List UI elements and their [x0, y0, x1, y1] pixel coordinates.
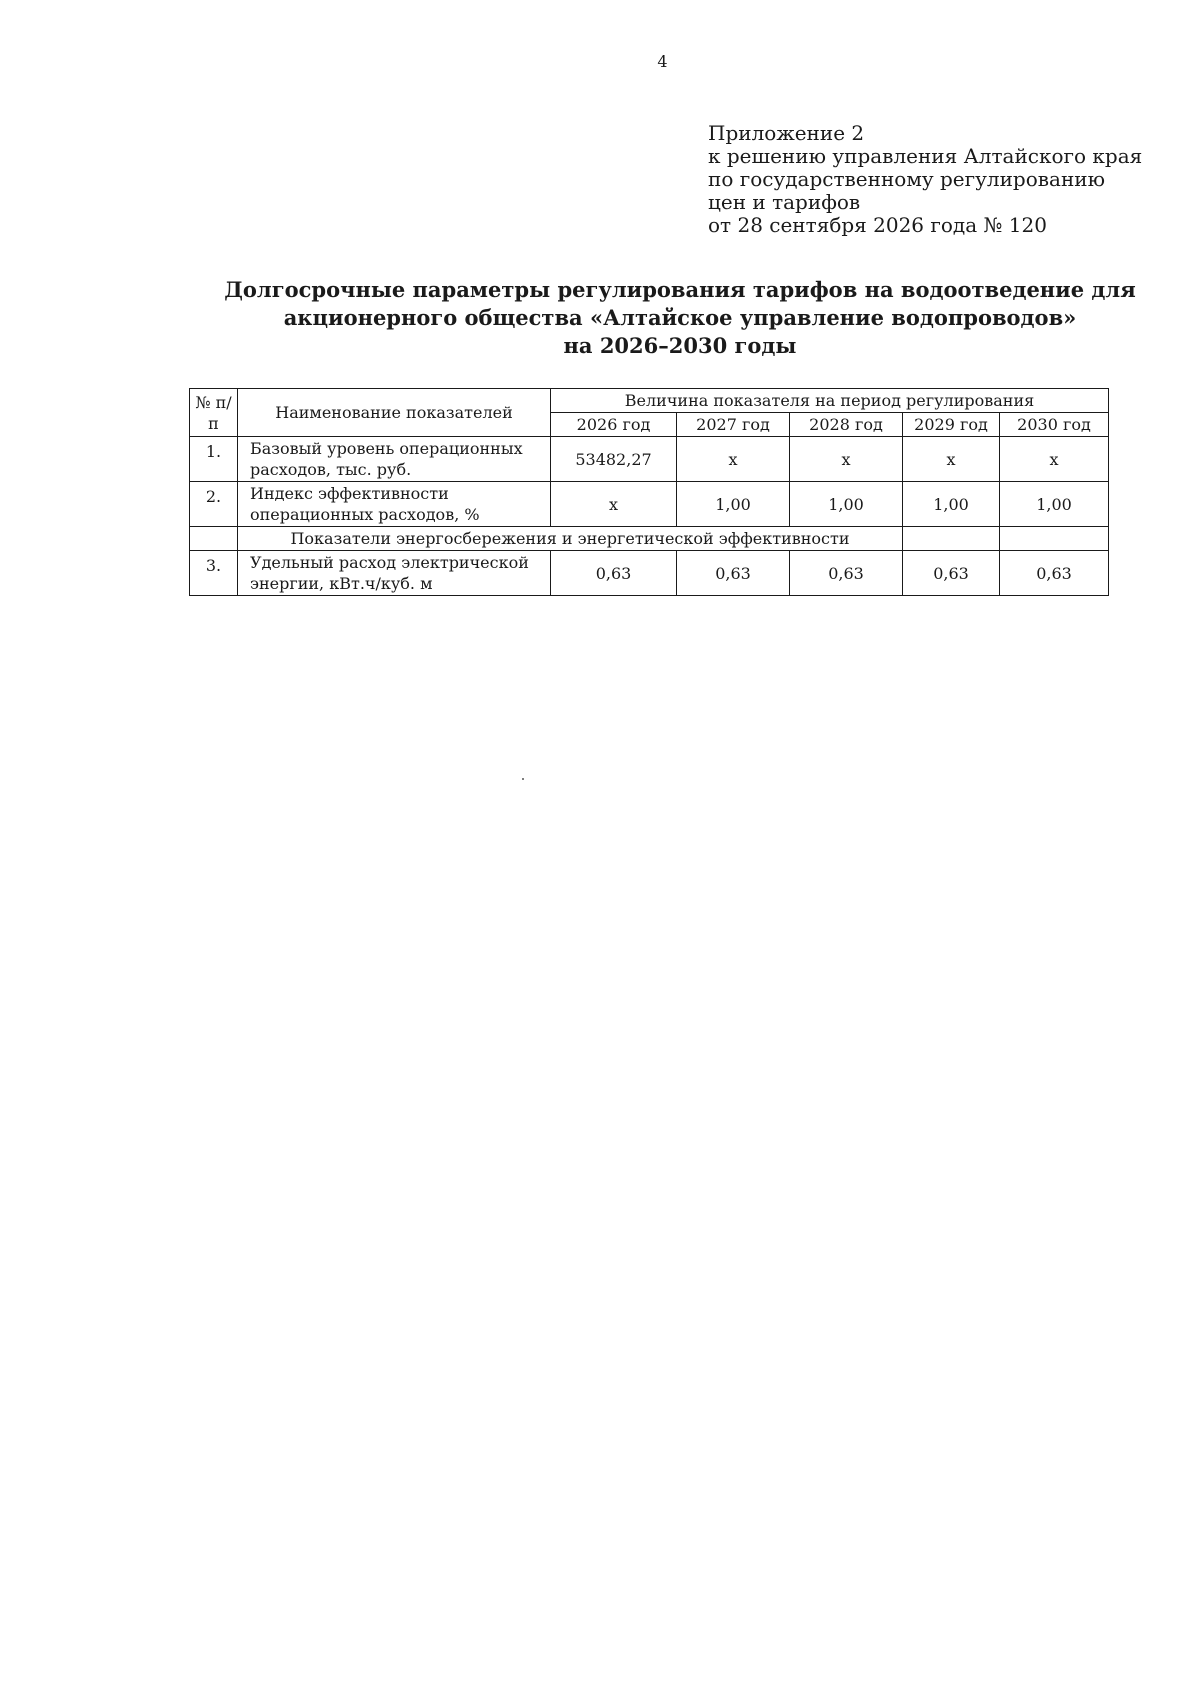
- page-number: 4: [657, 52, 668, 71]
- row-value: 1,00: [677, 482, 790, 527]
- table-header-row: [190, 389, 1109, 413]
- appendix-block: [708, 122, 1178, 237]
- row-value: х: [790, 437, 903, 482]
- appendix-line: по государственному регулированию: [708, 167, 1106, 191]
- row-value: 0,63: [790, 551, 903, 596]
- table-row: [190, 551, 1109, 596]
- row-num: 2.: [190, 482, 238, 527]
- row-value: х: [1000, 437, 1109, 482]
- section-empty-cell: [1000, 527, 1109, 551]
- title-line: на 2026–2030 годы: [563, 333, 797, 358]
- scan-speck: [522, 778, 524, 780]
- header-name: Наименование показателей: [238, 389, 551, 437]
- document-title: [200, 276, 1160, 360]
- header-num: № п/п: [190, 389, 238, 437]
- table-row: [190, 437, 1109, 482]
- row-value: х: [903, 437, 1000, 482]
- header-period: Величина показателя на период регулирования: [551, 389, 1109, 413]
- row-value: 0,63: [903, 551, 1000, 596]
- row-value: 1,00: [903, 482, 1000, 527]
- row-value: 0,63: [677, 551, 790, 596]
- section-title: Показатели энергосбережения и энергетической эффективности: [238, 527, 903, 551]
- row-name: Индекс эффективности операционных расходов, %: [238, 482, 551, 527]
- appendix-line: Приложение 2: [708, 121, 865, 145]
- row-value: 0,63: [551, 551, 677, 596]
- row-value: 0,63: [1000, 551, 1109, 596]
- row-value: х: [551, 482, 677, 527]
- section-empty-cell: [190, 527, 238, 551]
- row-value: 1,00: [1000, 482, 1109, 527]
- row-value: 53482,27: [551, 437, 677, 482]
- row-name: Базовый уровень операционных расходов, тыс. руб.: [238, 437, 551, 482]
- row-num: 1.: [190, 437, 238, 482]
- appendix-line: цен и тарифов: [708, 190, 861, 214]
- parameters-table: [189, 388, 1109, 596]
- row-value: 1,00: [790, 482, 903, 527]
- section-empty-cell: [903, 527, 1000, 551]
- header-year: 2029 год: [903, 413, 1000, 437]
- row-name: Удельный расход электрической энергии, кВт.ч/куб. м: [238, 551, 551, 596]
- title-line: акционерного общества «Алтайское управление водопроводов»: [283, 305, 1077, 330]
- table-row: [190, 482, 1109, 527]
- header-year: 2028 год: [790, 413, 903, 437]
- table-section-row: [190, 527, 1109, 551]
- appendix-line: к решению управления Алтайского края: [708, 144, 1143, 168]
- header-year: 2030 год: [1000, 413, 1109, 437]
- row-num: 3.: [190, 551, 238, 596]
- header-year: 2027 год: [677, 413, 790, 437]
- appendix-line: от 28 сентября 2026 года № 120: [708, 213, 1047, 237]
- title-line: Долгосрочные параметры регулирования тарифов на водоотведение для: [224, 277, 1136, 302]
- header-year: 2026 год: [551, 413, 677, 437]
- row-value: х: [677, 437, 790, 482]
